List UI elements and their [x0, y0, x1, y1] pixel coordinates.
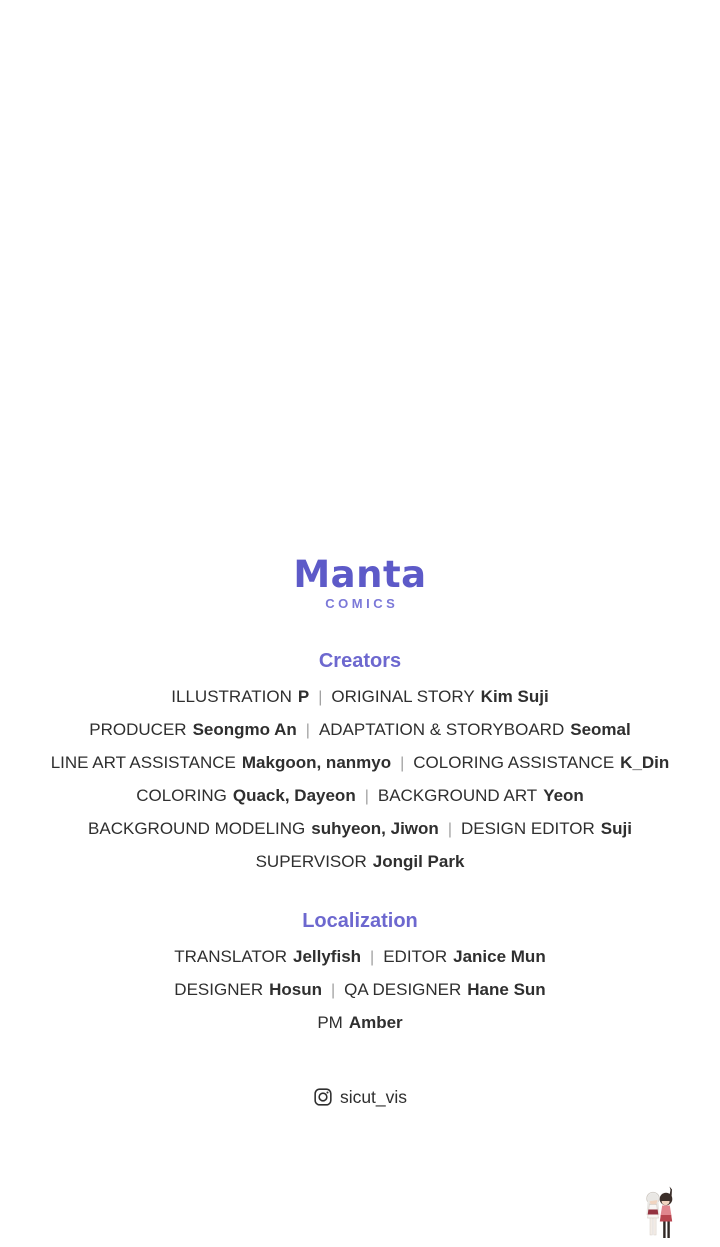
- credit-role: ILLUSTRATION: [171, 687, 292, 706]
- credit-name: P: [297, 687, 310, 706]
- credit-separator: |: [305, 722, 310, 739]
- credit-name: Jongil Park: [372, 852, 465, 871]
- credit-line: [0, 813, 720, 846]
- manta-logo: [0, 553, 720, 612]
- credit-role: DESIGN EDITOR: [460, 819, 595, 838]
- social-row: [0, 1085, 720, 1109]
- credit-line: [0, 941, 720, 974]
- credit-name: Makgoon, nanmyo: [241, 753, 392, 772]
- credits-content: [0, 553, 720, 1109]
- credit-name: Janice Mun: [453, 947, 546, 966]
- credit-line: [0, 1007, 720, 1039]
- credit-name: suhyeon, Jiwon: [311, 819, 439, 838]
- credit-name: Seomal: [570, 720, 631, 739]
- credit-separator: |: [330, 982, 336, 999]
- section-lines: [0, 941, 720, 1039]
- credit-name: Hane Sun: [467, 980, 546, 999]
- credit-name: Hosun: [269, 980, 322, 999]
- credit-role: ADAPTATION & STORYBOARD: [318, 720, 565, 739]
- credit-role: ORIGINAL STORY: [331, 687, 475, 706]
- credit-role: QA DESIGNER: [344, 980, 462, 999]
- credit-line: [0, 974, 720, 1007]
- credit-section: [0, 648, 720, 878]
- credit-separator: |: [370, 949, 375, 966]
- credit-name: Yeon: [543, 786, 584, 805]
- credit-separator: |: [318, 689, 323, 706]
- credit-role: TRANSLATOR: [174, 947, 287, 966]
- credit-name: Quack, Dayeon: [232, 786, 356, 805]
- credit-role: PM: [317, 1013, 343, 1032]
- social-handle: sicut_vis: [339, 1087, 408, 1107]
- instagram-icon: [313, 1087, 333, 1107]
- credit-role: DESIGNER: [174, 980, 264, 999]
- credit-name: K_Din: [620, 753, 670, 772]
- credit-line: [0, 846, 720, 878]
- credit-separator: |: [447, 821, 452, 838]
- credit-role: PRODUCER: [89, 720, 187, 739]
- credit-role: COLORING ASSISTANCE: [413, 753, 615, 772]
- section-lines: [0, 681, 720, 878]
- credit-separator: |: [400, 755, 405, 772]
- credit-name: Kim Suji: [480, 687, 549, 706]
- credit-section: [0, 908, 720, 1039]
- credit-name: Suji: [600, 819, 632, 838]
- logo-subtitle-text: COMICS: [325, 596, 399, 611]
- credits-sections: [0, 648, 720, 1039]
- credit-line: [0, 714, 720, 747]
- section-title: Localization: [302, 910, 418, 932]
- logo-brand-text: Manta: [293, 553, 427, 596]
- credit-separator: |: [364, 788, 369, 805]
- credit-role: COLORING: [136, 786, 227, 805]
- credit-role: LINE ART ASSISTANCE: [50, 753, 236, 772]
- credit-name: Jellyfish: [293, 947, 362, 966]
- credit-role: SUPERVISOR: [255, 852, 367, 871]
- credit-name: Amber: [348, 1013, 403, 1032]
- credit-line: [0, 780, 720, 813]
- chibi-characters-illustration: [643, 1185, 677, 1243]
- credit-line: [0, 681, 720, 714]
- credit-role: EDITOR: [383, 947, 448, 966]
- credit-line: [0, 747, 720, 780]
- section-title: Creators: [318, 650, 402, 672]
- credit-role: BACKGROUND MODELING: [88, 819, 306, 838]
- credit-role: BACKGROUND ART: [377, 786, 538, 805]
- credit-name: Seongmo An: [192, 720, 297, 739]
